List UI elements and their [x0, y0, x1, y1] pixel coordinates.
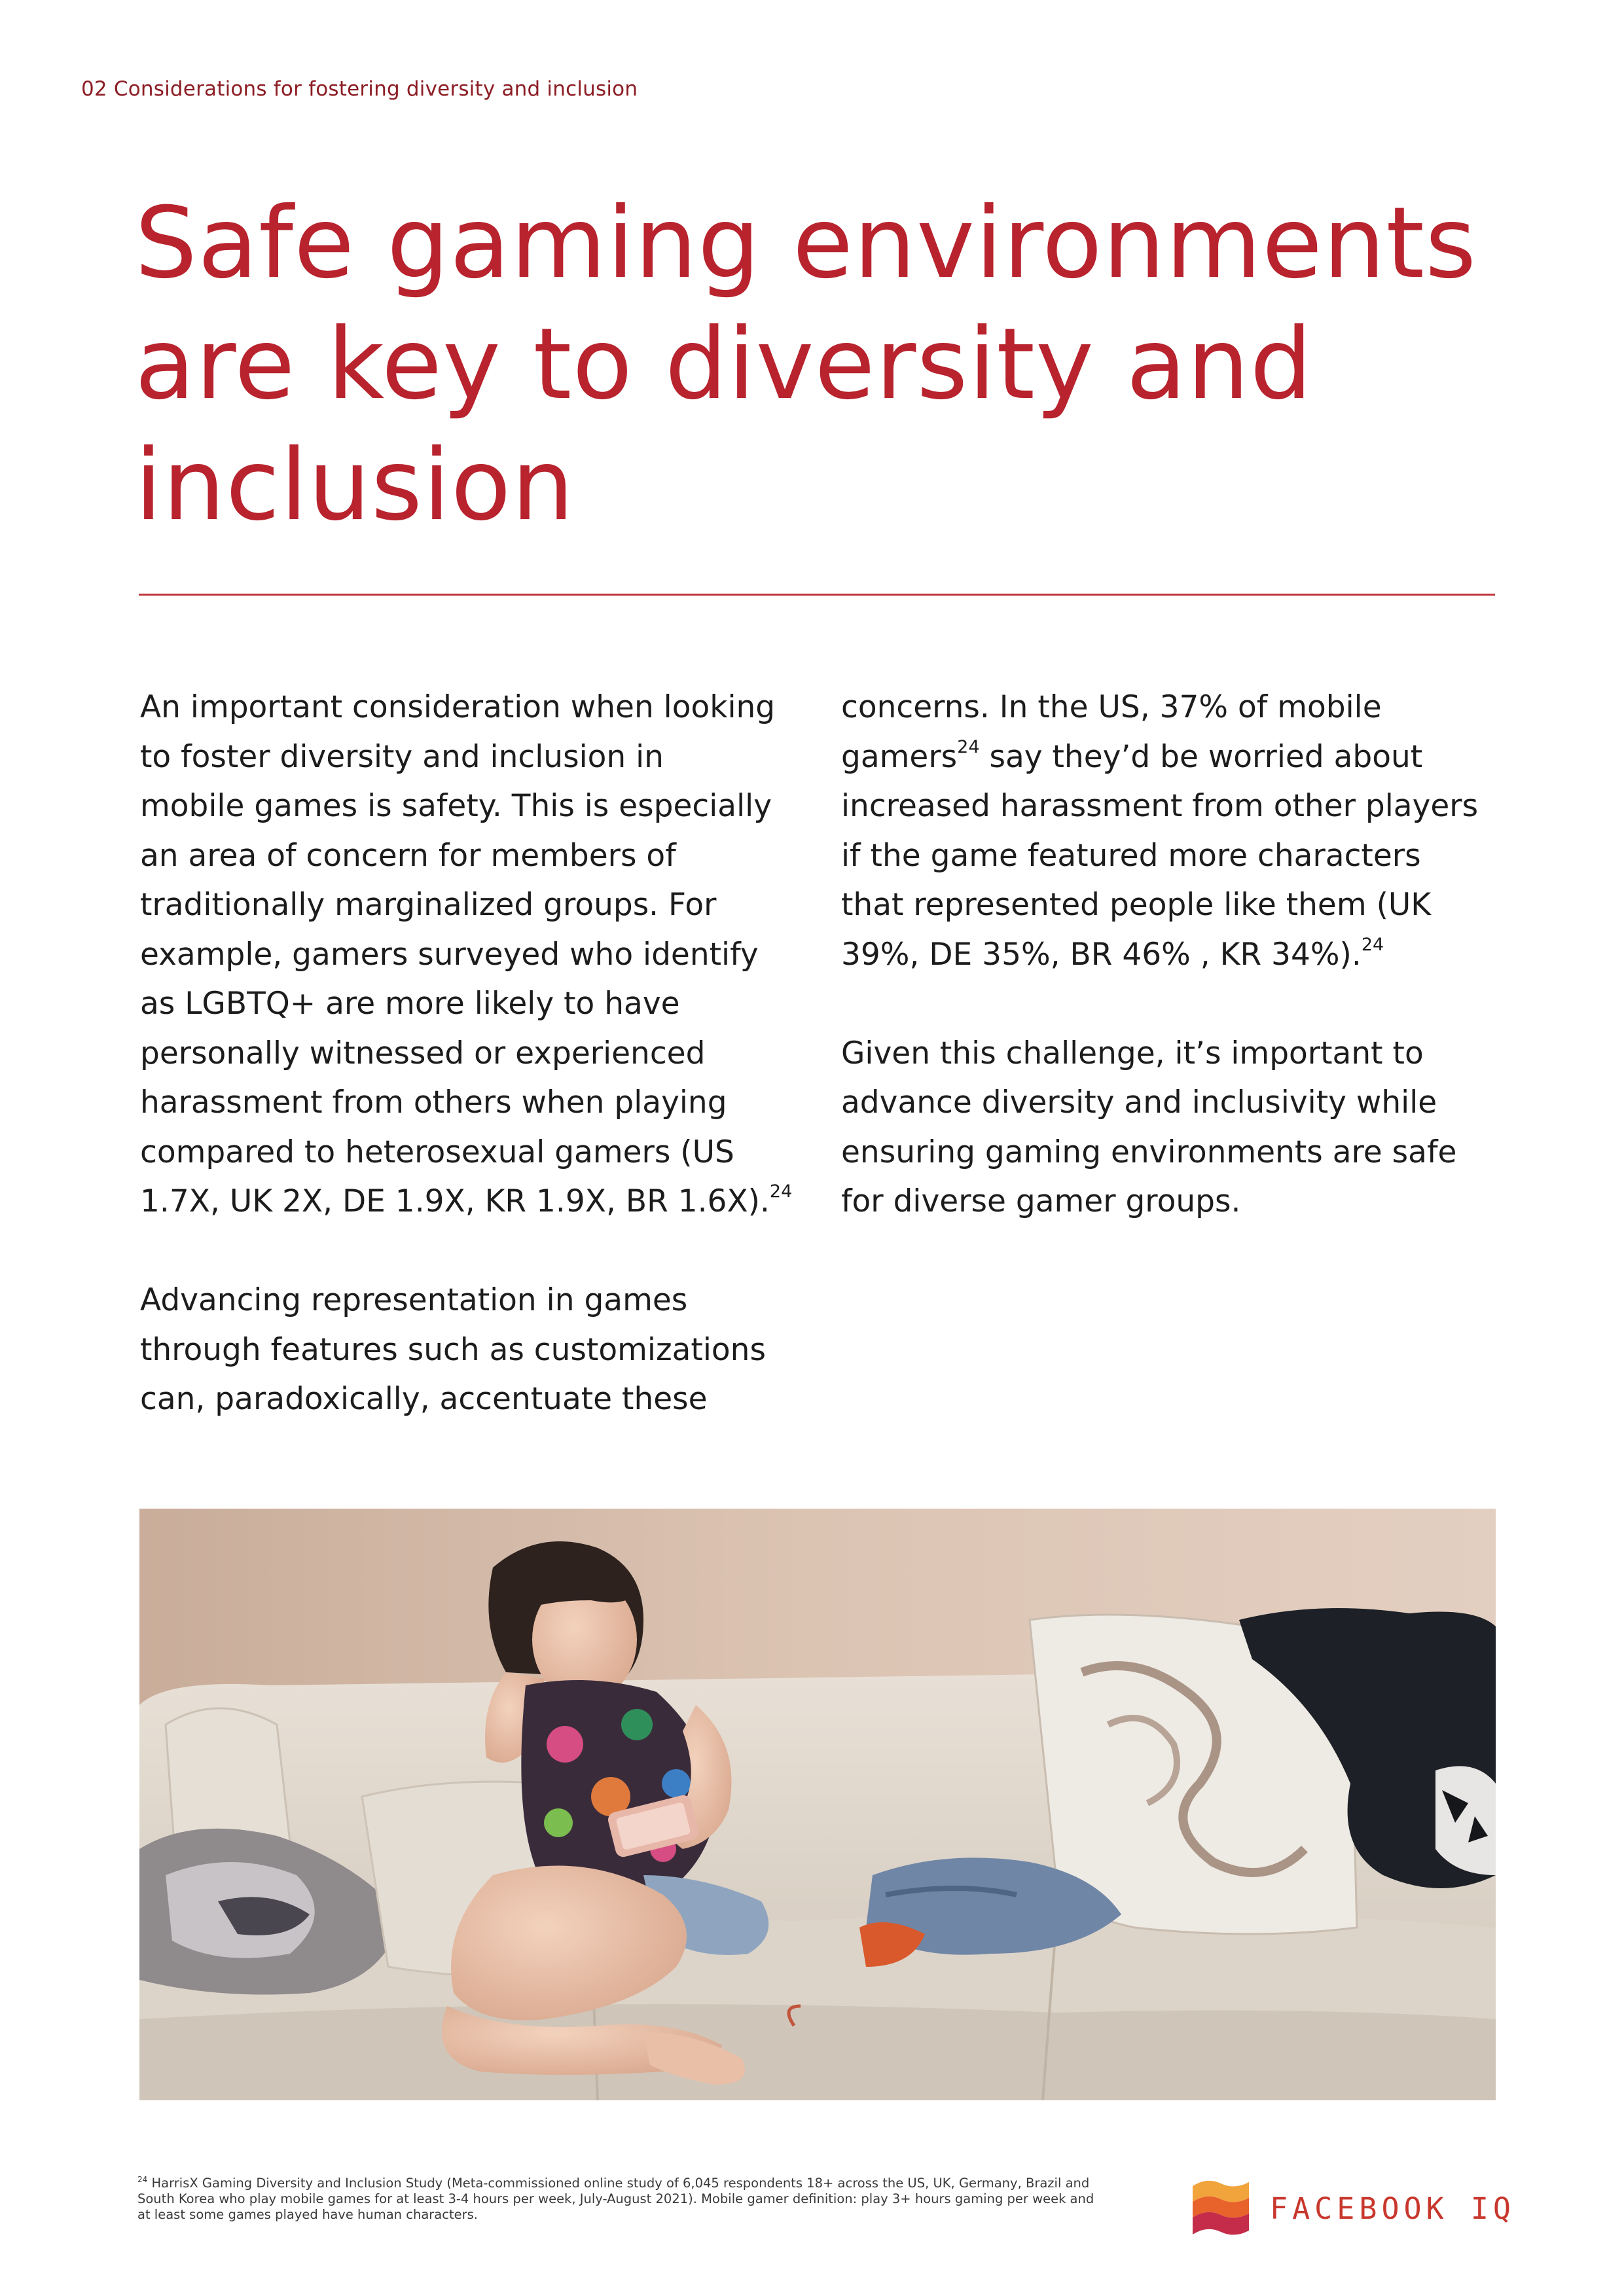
text-line: personally witnessed or experienced [140, 1035, 706, 1071]
photo-illustration [139, 1509, 1496, 2100]
text-fragment: say they’d be worried about [979, 738, 1423, 775]
paragraph [841, 683, 1522, 979]
text-line: traditionally marginalized groups. For [140, 887, 717, 923]
text-line: as LGBTQ+ are more likely to have [140, 986, 680, 1022]
title-line: Safe gaming environments [135, 187, 1477, 300]
photo-woman-playing-mobile-game [139, 1509, 1496, 2100]
title-divider [139, 594, 1495, 596]
text-line: through features such as customizations [140, 1331, 766, 1368]
title-line: are key to diversity and [135, 308, 1313, 422]
text-line: can, paradoxically, accentuate these [140, 1381, 708, 1417]
text-line: compared to heterosexual gamers (US [140, 1134, 734, 1170]
text-line: to foster diversity and inclusion in [140, 738, 664, 775]
running-header: 02 Considerations for fostering diversity and inclusion [81, 77, 638, 101]
footnote-ref: 24 [769, 1181, 793, 1202]
text-fragment: gamers [841, 738, 958, 775]
paragraph [140, 683, 821, 1227]
title-line: inclusion [135, 429, 575, 543]
text-line: advance diversity and inclusivity while [841, 1085, 1437, 1121]
footnote [137, 2176, 1159, 2223]
body-column-right [841, 683, 1522, 1276]
footnote-line [137, 2176, 1159, 2191]
text-line: example, gamers surveyed who identify [140, 936, 759, 973]
text-line: increased harassment from other players [841, 788, 1479, 824]
text-line: ensuring gaming environments are safe [841, 1134, 1457, 1170]
text-line: if the game featured more characters [841, 837, 1421, 874]
text-line [140, 1177, 821, 1227]
brand-logo [1193, 2177, 1520, 2242]
text-line: mobile games is safety. This is especially [140, 788, 772, 824]
page-title [135, 183, 1509, 547]
footnote-ref: 24 [137, 2175, 148, 2184]
facebook-iq-logo-icon [1193, 2177, 1249, 2236]
text-fragment: 39%, DE 35%, BR 46% , KR 34%). [841, 936, 1362, 973]
text-line: Given this challenge, it’s important to [841, 1035, 1424, 1071]
text-line: harassment from others when playing [140, 1085, 727, 1121]
text-fragment: HarrisX Gaming Diversity and Inclusion Study (Meta-commissioned online study of 6,045 respondents 18+ across the US, UK, Germany, Brazil and [147, 2176, 1090, 2191]
text-line: concerns. In the US, 37% of mobile [841, 689, 1382, 725]
footnote-line: South Korea who play mobile games for at least 3-4 hours per week, July-August 2021). Mobile gamer definition: play 3+ hours gaming per week and [137, 2191, 1094, 2206]
text-line: for diverse gamer groups. [841, 1183, 1241, 1219]
text-line: that represented people like them (UK [841, 887, 1432, 923]
text-fragment: 1.7X, UK 2X, DE 1.9X, KR 1.9X, BR 1.6X). [140, 1183, 770, 1219]
footnote-ref: 24 [957, 736, 980, 757]
text-line: An important consideration when looking [140, 689, 776, 725]
paragraph [140, 1276, 821, 1424]
text-line [841, 930, 1522, 980]
body-column-left [140, 683, 821, 1473]
text-line [841, 732, 1522, 782]
paragraph [841, 1029, 1522, 1227]
footnote-ref: 24 [1361, 934, 1384, 955]
footnote-line: at least some games played have human characters. [137, 2207, 478, 2222]
text-line: Advancing representation in games [140, 1282, 688, 1318]
brand-name: FACEBOOK IQ [1270, 2191, 1516, 2226]
text-line: an area of concern for members of [140, 837, 676, 874]
